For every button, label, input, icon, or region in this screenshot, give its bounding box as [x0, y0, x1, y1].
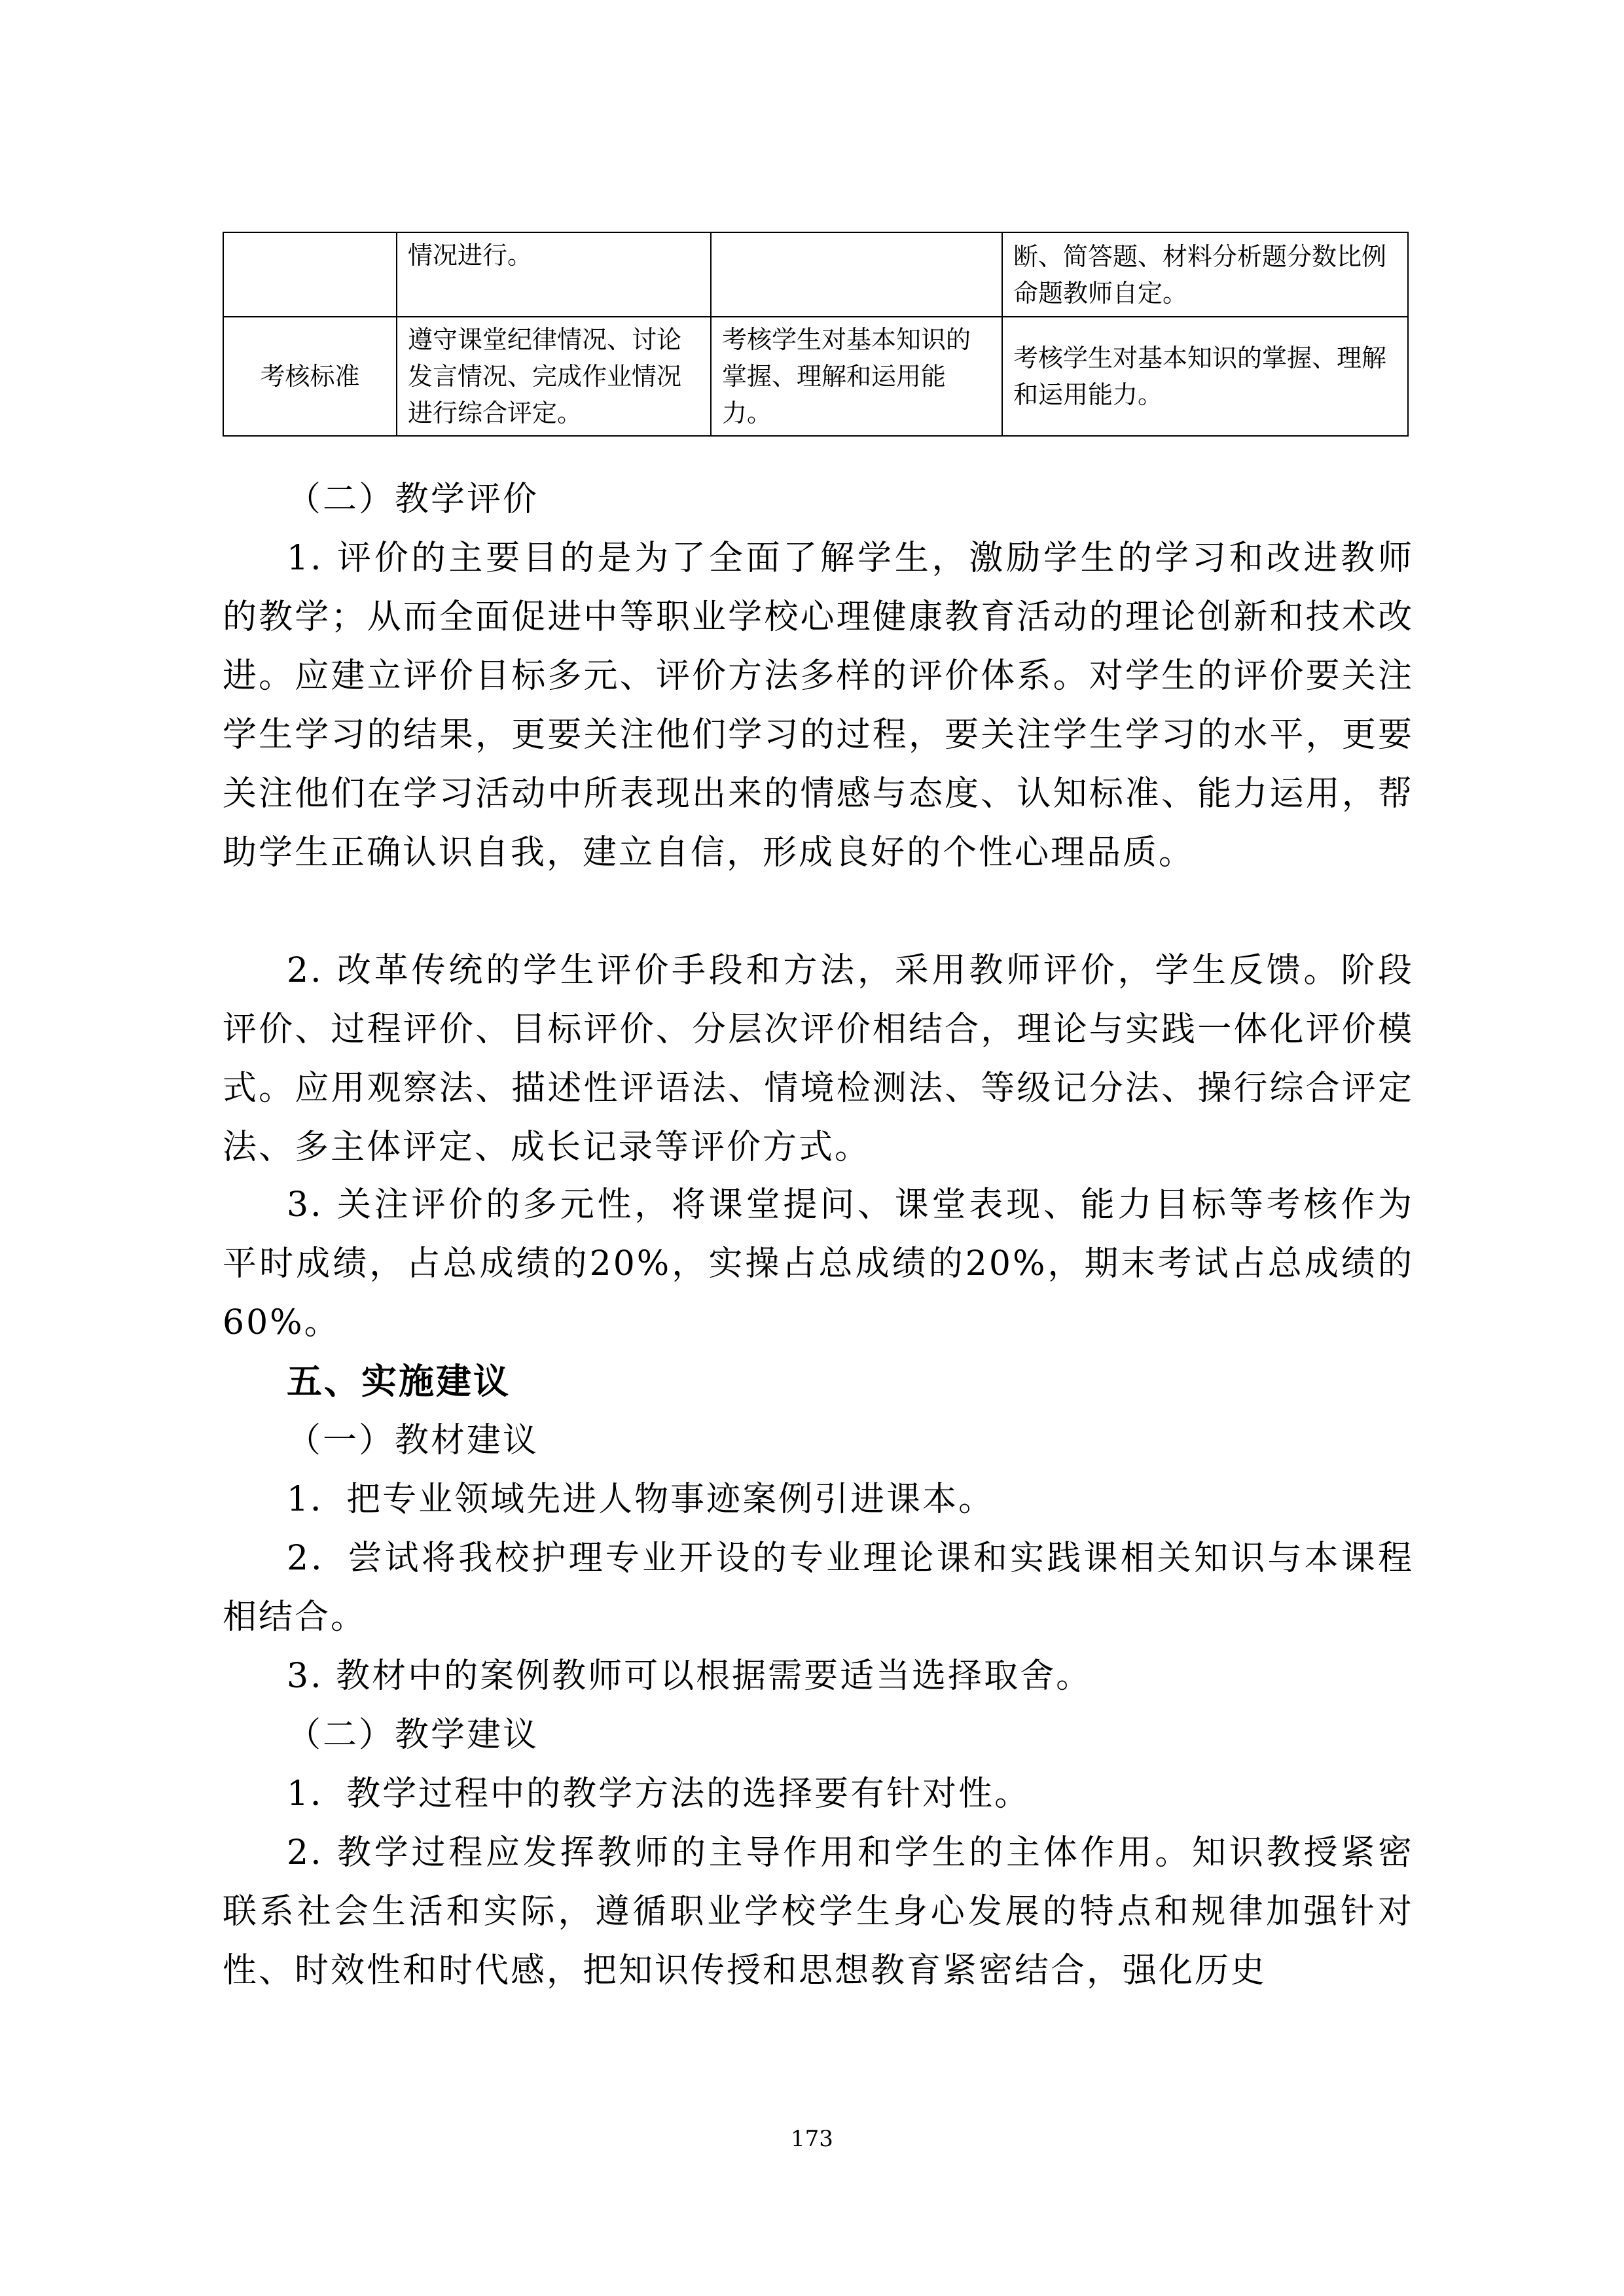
table-cell: 断、简答题、材料分析题分数比例命题教师自定。 — [1002, 232, 1408, 317]
paragraph: 1．把专业领域先进人物事迹案例引进课本。 — [287, 1480, 995, 1519]
paragraph: 2. 改革传统的学生评价手段和方法，采用教师评价，学生反馈。阶段评价、过程评价、目标评价、分层次评价相结合，理论与实践一体化评价模式。应用观察法、描述性评语法、情境检测法、等级记分法、操行综合评定法、多主体评定、成长记录等评价方式。 — [223, 951, 1414, 1167]
table-row — [223, 232, 1408, 317]
subsection-heading-textbook: （一）教材建议 — [287, 1421, 539, 1460]
table-cell — [223, 232, 397, 317]
assessment-table — [223, 232, 1409, 437]
paragraph: 1. 评价的主要目的是为了全面了解学生，激励学生的学习和改进教师的教学；从而全面促进中等职业学校心理健康教育活动的理论创新和技术改进。应建立评价目标多元、评价方法多样的评价体系。对学生的评价要关注学生学习的结果，更要关注他们学习的过程，要关注学生学习的水平，更要关注他们在学习活动中所表现出来的情感与态度、认知标准、能力运用，帮助学生正确认识自我，建立自信，形成良好的个性心理品质。 — [223, 539, 1414, 872]
row-header-cell: 考核标准 — [223, 317, 397, 436]
table-cell: 遵守课堂纪律情况、讨论发言情况、完成作业情况进行综合评定。 — [397, 317, 711, 436]
table-row — [223, 317, 1408, 436]
table-cell — [711, 232, 1002, 317]
paragraph: 3. 关注评价的多元性，将课堂提问、课堂表现、能力目标等考核作为平时成绩，占总成绩的20%，实操占总成绩的20%，期末考试占总成绩的60%。 — [223, 1185, 1414, 1342]
table-cell: 考核学生对基本知识的掌握、理解和运用能力。 — [711, 317, 1002, 436]
section-heading-teaching-evaluation: （二）教学评价 — [287, 480, 539, 519]
table-cell: 考核学生对基本知识的掌握、理解和运用能力。 — [1002, 317, 1408, 436]
section-heading-implementation: 五、实施建议 — [287, 1361, 511, 1402]
paragraph: 2. 教学过程应发挥教师的主导作用和学生的主体作用。知识教授紧密联系社会生活和实际，遵循职业学校学生身心发展的特点和规律加强针对性、时效性和时代感，把知识传授和思想教育紧密结合，强化历史 — [223, 1833, 1414, 1990]
page-number: 173 — [791, 2126, 833, 2152]
subsection-heading-teaching: （二）教学建议 — [287, 1715, 539, 1755]
paragraph: 2．尝试将我校护理专业开设的专业理论课和实践课相关知识与本课程相结合。 — [223, 1539, 1414, 1637]
table-cell: 情况进行。 — [397, 232, 711, 317]
paragraph: 3. 教材中的案例教师可以根据需要适当选择取舍。 — [287, 1657, 1092, 1696]
paragraph: 1．教学过程中的教学方法的选择要有针对性。 — [287, 1774, 1031, 1814]
